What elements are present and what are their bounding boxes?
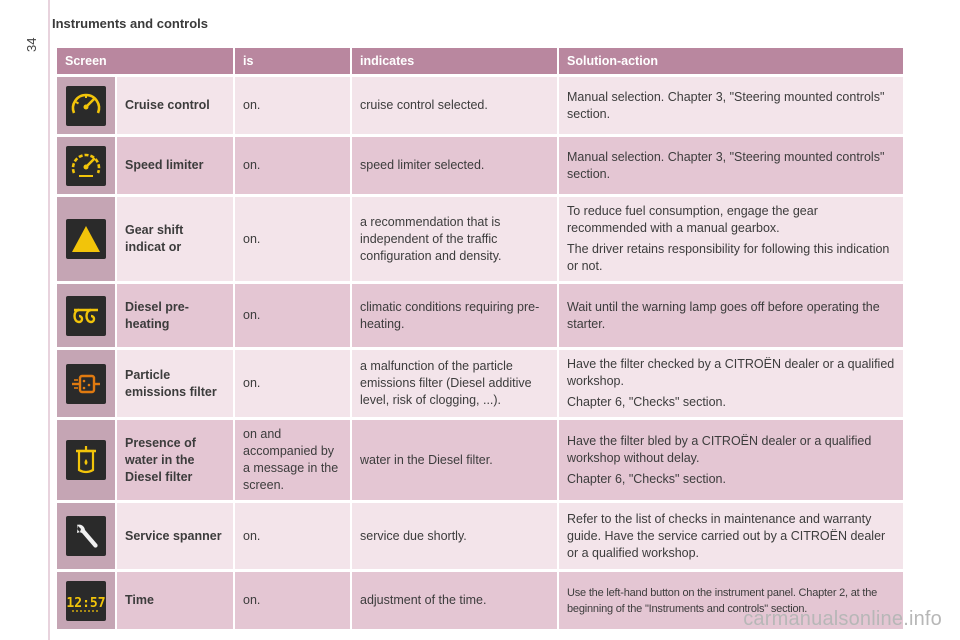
table-row	[57, 197, 903, 281]
svg-text:12:57: 12:57	[66, 595, 106, 611]
table-row	[57, 503, 903, 569]
table-row	[57, 137, 903, 194]
row-indicates: service due shortly.	[352, 503, 559, 569]
row-solution	[559, 420, 903, 500]
row-solution	[559, 77, 903, 134]
row-solution	[559, 284, 903, 347]
row-state: on.	[235, 503, 352, 569]
speed-limiter-icon	[66, 146, 106, 186]
row-indicates: speed limiter selected.	[352, 137, 559, 194]
solution-text: Wait until the warning lamp goes off before operating the starter.	[567, 299, 880, 331]
header-indicates: indicates	[352, 48, 559, 74]
row-solution	[559, 197, 903, 281]
watermark: carmanualsonline.info	[743, 608, 942, 630]
particle-filter-icon	[66, 364, 106, 404]
solution-text: Have the filter bled by a CITROËN dealer or a qualified workshop without delay.	[567, 433, 872, 465]
solution-text: Manual selection. Chapter 3, "Steering mounted controls" section.	[567, 89, 885, 121]
row-indicates: adjustment of the time.	[352, 572, 559, 629]
table-row	[57, 350, 903, 417]
section-title: Instruments and controls	[52, 16, 209, 31]
row-name: Presence of water in the Diesel filter	[117, 420, 235, 500]
row-name: Time	[117, 572, 235, 629]
row-indicates: a recommendation that is independent of the traffic configuration and density.	[352, 197, 559, 281]
row-name: Particle emissions filter	[117, 350, 235, 417]
table-row	[57, 420, 903, 500]
row-state: on.	[235, 350, 352, 417]
side-bar	[48, 0, 50, 640]
row-indicates: cruise control selected.	[352, 77, 559, 134]
row-indicates: a malfunction of the particle emissions filter (Diesel additive level, risk of clogging, ...).	[352, 350, 559, 417]
table-header-row	[57, 48, 903, 74]
solution-text: Have the filter checked by a CITROËN dealer or a qualified workshop.	[567, 357, 895, 388]
solution-text: Refer to the list of checks in maintenance and warranty guide. Have the service carried out by a CITROËN dealer or a qualified workshop.	[567, 511, 886, 560]
row-name: Diesel pre-heating	[117, 284, 235, 347]
row-name: Service spanner	[117, 503, 235, 569]
header-solution: Solution-action	[559, 48, 903, 74]
row-state: on.	[235, 77, 352, 134]
diesel-preheating-icon	[66, 296, 106, 336]
warning-lamp-table	[57, 45, 903, 632]
table-row	[57, 284, 903, 347]
page-number: 34	[24, 37, 39, 52]
gear-shift-warning-icon	[66, 219, 106, 259]
row-name: Cruise control	[117, 77, 235, 134]
header-is: is	[235, 48, 352, 74]
table-row	[57, 77, 903, 134]
solution-text: Chapter 6, "Checks" section.	[567, 471, 726, 486]
row-state: on.	[235, 137, 352, 194]
cruise-control-icon	[66, 86, 106, 126]
water-in-diesel-icon	[66, 440, 106, 480]
solution-text: Manual selection. Chapter 3, "Steering mounted controls" section.	[567, 149, 885, 181]
row-state: on and accompanied by a message in the screen.	[235, 420, 352, 500]
row-state: on.	[235, 197, 352, 281]
time-display-icon	[66, 581, 106, 621]
row-name: Speed limiter	[117, 137, 235, 194]
row-indicates: climatic conditions requiring pre-heating.	[352, 284, 559, 347]
row-state: on.	[235, 572, 352, 629]
header-screen: Screen	[57, 48, 235, 74]
service-spanner-icon	[66, 516, 106, 556]
solution-text: To reduce fuel consumption, engage the gear recommended with a manual gearbox.	[567, 204, 818, 235]
row-name: Gear shift indicat or	[117, 197, 235, 281]
row-solution	[559, 503, 903, 569]
row-state: on.	[235, 284, 352, 347]
row-solution	[559, 350, 903, 417]
row-solution	[559, 137, 903, 194]
solution-text: The driver retains responsibility for following this indication or not.	[567, 242, 890, 273]
solution-text: Use the left-hand button on the instrument panel. Chapter 2, at the beginning of the "Instruments and controls" section.	[567, 586, 878, 615]
solution-text: Chapter 6, "Checks" section.	[567, 395, 726, 409]
row-indicates: water in the Diesel filter.	[352, 420, 559, 500]
